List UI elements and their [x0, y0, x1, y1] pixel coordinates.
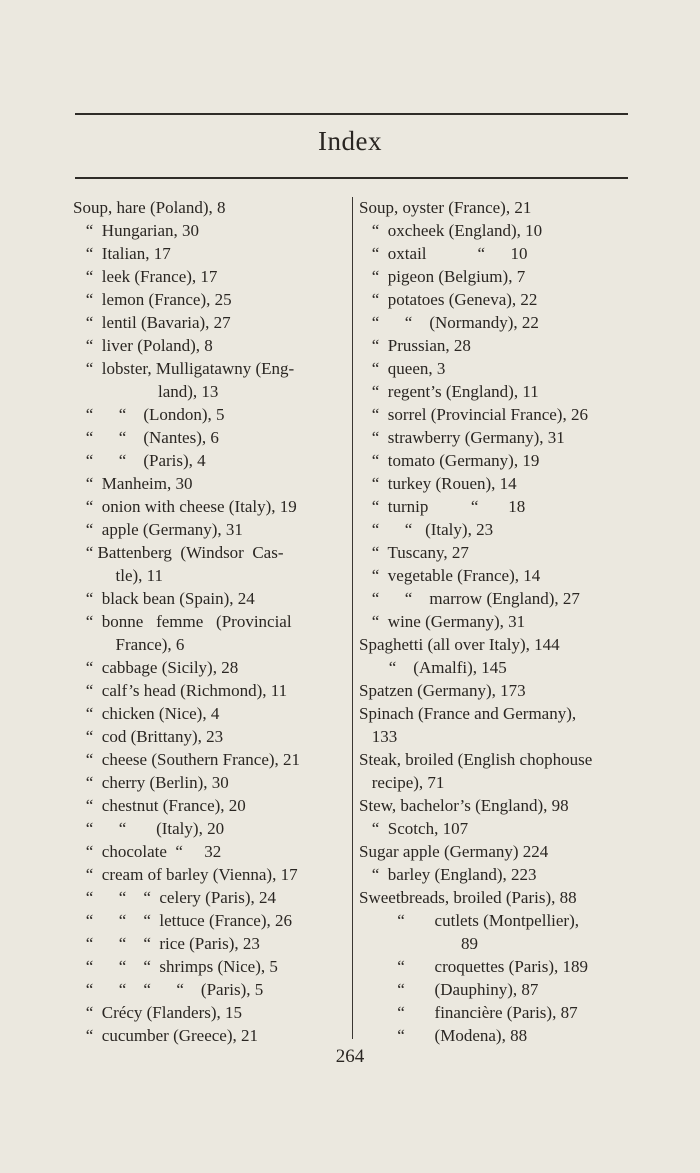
index-entry: “ queen, 3 [359, 359, 446, 378]
index-entry: “ (Modena), 88 [359, 1026, 528, 1045]
index-entry: Spaghetti (all over Italy), 144 [359, 635, 560, 654]
page-title: Index [318, 126, 382, 156]
index-entry: “ cutlets (Montpellier), [359, 911, 580, 930]
index-entry: France), 6 [73, 635, 185, 654]
index-entry: “ oxtail “ 10 [359, 244, 528, 263]
index-entry: “ turnip “ 18 [359, 497, 526, 516]
index-entry: “ croquettes (Paris), 189 [359, 957, 588, 976]
index-entry: “ oxcheek (England), 10 [359, 221, 543, 240]
index-entry: “ cod (Brittany), 23 [73, 727, 224, 746]
index-entry: 89 [359, 934, 478, 953]
index-entry: “ “ “ rice (Paris), 23 [73, 934, 260, 953]
index-entry: “ chicken (Nice), 4 [73, 704, 220, 723]
index-entry: “ “ (Italy), 20 [73, 819, 225, 838]
index-entry: tle), 11 [73, 566, 164, 585]
index-entry: Steak, broiled (English chophouse [359, 750, 593, 769]
index-entry: “ Scotch, 107 [359, 819, 469, 838]
index-entry: “ Prussian, 28 [359, 336, 471, 355]
index-entry: Sweetbreads, broiled (Paris), 88 [359, 888, 577, 907]
index-entry: “ Hungarian, 30 [73, 221, 200, 240]
title-rule [75, 177, 628, 179]
index-entry: “ financière (Paris), 87 [359, 1003, 578, 1022]
index-entry: “ lobster, Mulligatawny (Eng- [73, 359, 295, 378]
index-entry: “ potatoes (Geneva), 22 [359, 290, 538, 309]
index-entry: “ apple (Germany), 31 [73, 520, 243, 539]
column-divider [352, 197, 353, 1039]
index-column-right [359, 196, 631, 1047]
index-entry: “ bonne femme (Provincial [73, 612, 292, 631]
index-entry: “ regent’s (England), 11 [359, 382, 539, 401]
index-entry: 133 [359, 727, 398, 746]
top-rule [75, 113, 628, 115]
index-entry: “ chocolate “ 32 [73, 842, 222, 861]
index-entry: “ strawberry (Germany), 31 [359, 428, 565, 447]
index-entry: “ “ “ shrimps (Nice), 5 [73, 957, 278, 976]
index-entry: “ pigeon (Belgium), 7 [359, 267, 526, 286]
index-entry: “ Battenberg (Windsor Cas- [73, 543, 284, 562]
page-number: 264 [335, 1046, 365, 1067]
index-entry: “ lentil (Bavaria), 27 [73, 313, 231, 332]
index-entry: Spinach (France and Germany), [359, 704, 577, 723]
index-entry: Soup, oyster (France), 21 [359, 198, 532, 217]
index-entry: “ Crécy (Flanders), 15 [73, 1003, 243, 1022]
index-entry: “ leek (France), 17 [73, 267, 218, 286]
index-column-left [73, 196, 349, 1047]
index-entry: “ cream of barley (Vienna), 17 [73, 865, 298, 884]
index-entry: “ “ marrow (England), 27 [359, 589, 580, 608]
index-entry: land), 13 [73, 382, 219, 401]
index-entry: “ Manheim, 30 [73, 474, 193, 493]
index-entry: “ “ (Italy), 23 [359, 520, 494, 539]
index-entry: Sugar apple (Germany) 224 [359, 842, 549, 861]
index-entry: Stew, bachelor’s (England), 98 [359, 796, 569, 815]
index-entry: “ “ (Paris), 4 [73, 451, 206, 470]
index-entry: “ Tuscany, 27 [359, 543, 469, 562]
index-entry: “ lemon (France), 25 [73, 290, 232, 309]
index-entry: “ onion with cheese (Italy), 19 [73, 497, 297, 516]
index-entry: “ wine (Germany), 31 [359, 612, 526, 631]
index-entry: “ turkey (Rouen), 14 [359, 474, 517, 493]
index-entry: “ calf’s head (Richmond), 11 [73, 681, 288, 700]
index-entry: recipe), 71 [359, 773, 445, 792]
index-entry: Spatzen (Germany), 173 [359, 681, 526, 700]
index-entry: “ sorrel (Provincial France), 26 [359, 405, 588, 424]
index-entry: “ tomato (Germany), 19 [359, 451, 540, 470]
index-entry: “ liver (Poland), 8 [73, 336, 213, 355]
index-entry: “ (Amalfi), 145 [359, 658, 507, 677]
index-entry: “ cheese (Southern France), 21 [73, 750, 301, 769]
index-entry: “ (Dauphiny), 87 [359, 980, 539, 999]
index-entry: “ “ (Normandy), 22 [359, 313, 539, 332]
index-entry: “ barley (England), 223 [359, 865, 537, 884]
index-entry: “ cabbage (Sicily), 28 [73, 658, 239, 677]
index-entry: “ “ “ “ (Paris), 5 [73, 980, 264, 999]
index-entry: “ “ (London), 5 [73, 405, 225, 424]
index-entry: “ black bean (Spain), 24 [73, 589, 255, 608]
index-entry: “ cucumber (Greece), 21 [73, 1026, 259, 1045]
index-entry: “ chestnut (France), 20 [73, 796, 246, 815]
index-entry: “ “ “ lettuce (France), 26 [73, 911, 293, 930]
index-entry: Soup, hare (Poland), 8 [73, 198, 226, 217]
index-entry: “ Italian, 17 [73, 244, 171, 263]
index-entry: “ “ “ celery (Paris), 24 [73, 888, 276, 907]
index-entry: “ cherry (Berlin), 30 [73, 773, 229, 792]
index-entry: “ “ (Nantes), 6 [73, 428, 219, 447]
index-entry: “ vegetable (France), 14 [359, 566, 541, 585]
